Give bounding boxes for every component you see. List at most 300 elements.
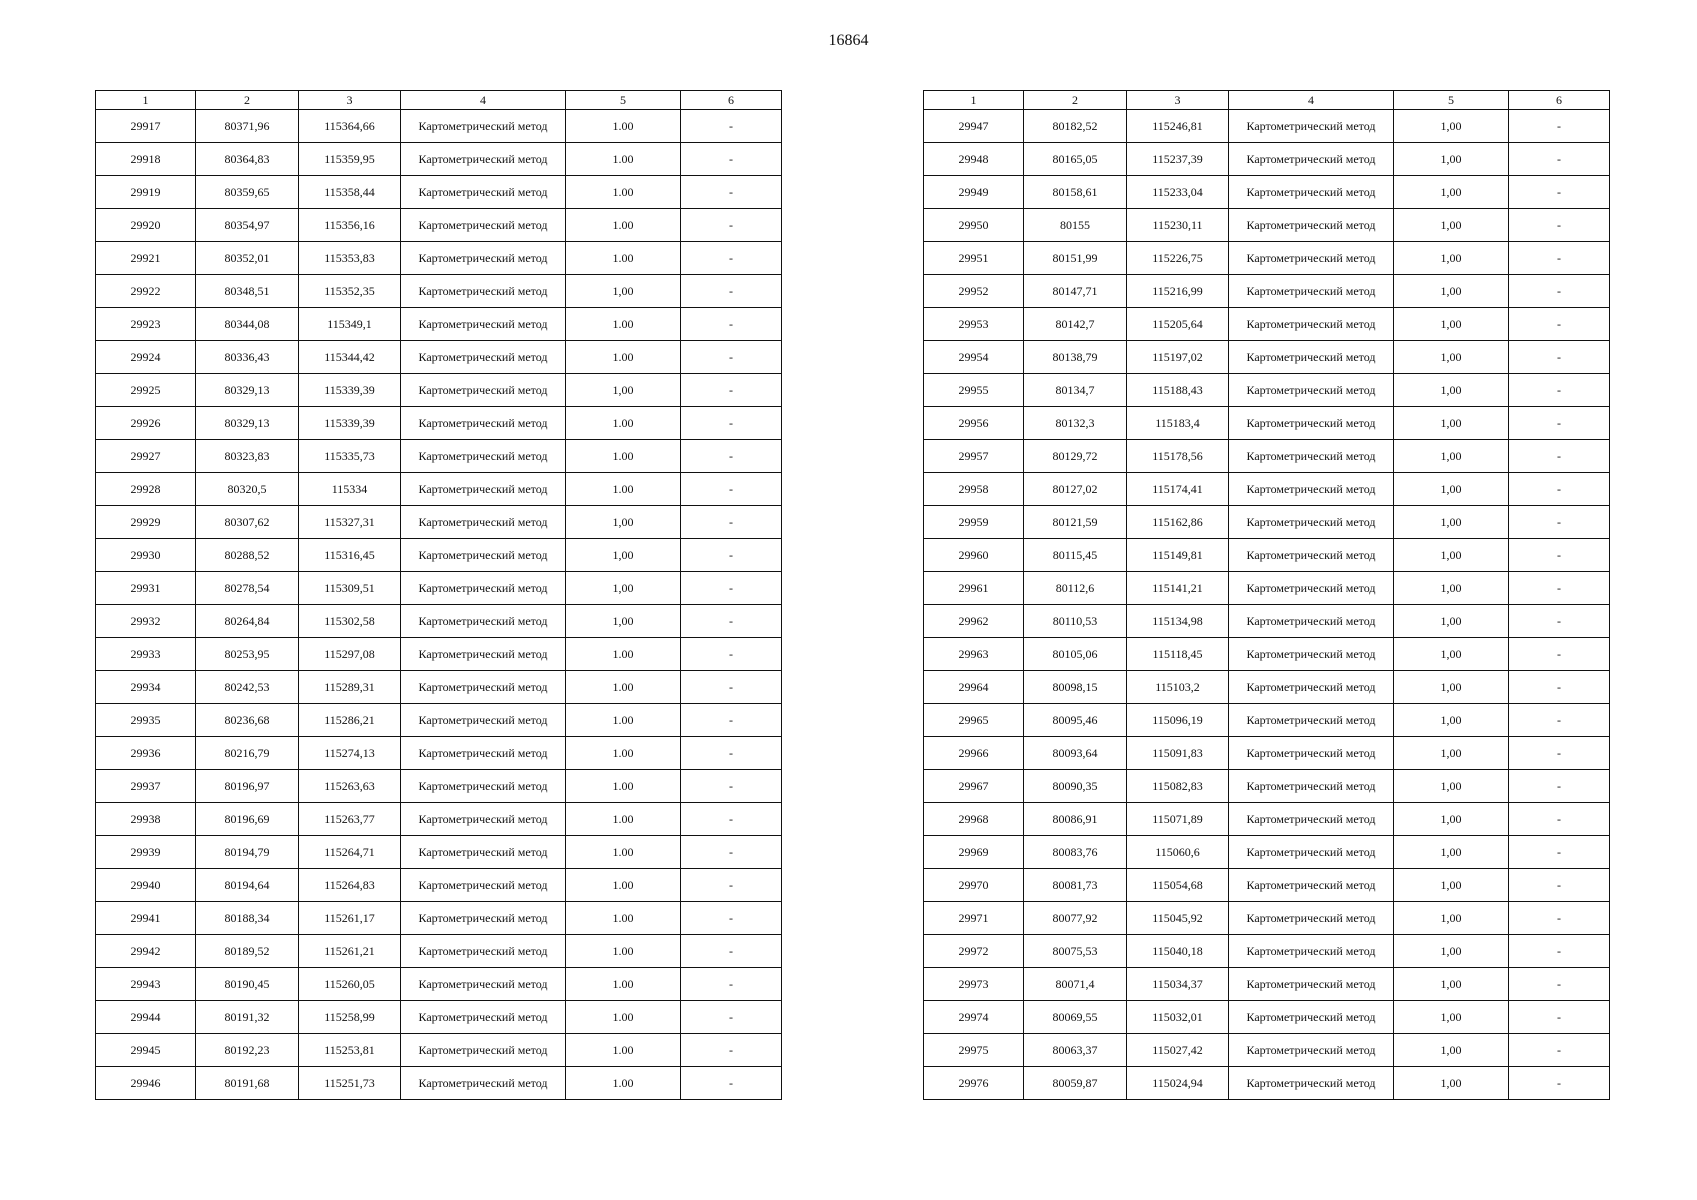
accuracy-cell: 1,00 xyxy=(1394,440,1509,473)
point-number-cell: 29950 xyxy=(924,209,1024,242)
x-coordinate-cell: 80115,45 xyxy=(1024,539,1127,572)
y-coordinate-cell: 115358,44 xyxy=(299,176,401,209)
y-coordinate-cell: 115149,81 xyxy=(1127,539,1229,572)
method-cell: Картометрический метод xyxy=(1229,176,1394,209)
point-number-cell: 29971 xyxy=(924,902,1024,935)
description-cell: - xyxy=(1509,242,1610,275)
point-number-cell: 29928 xyxy=(96,473,196,506)
table-row xyxy=(96,1034,782,1067)
point-number-cell: 29917 xyxy=(96,110,196,143)
accuracy-cell: 1,00 xyxy=(1394,737,1509,770)
method-cell: Картометрический метод xyxy=(1229,836,1394,869)
point-number-cell: 29923 xyxy=(96,308,196,341)
column-header: 5 xyxy=(566,91,681,110)
table-row xyxy=(96,704,782,737)
description-cell: - xyxy=(681,473,782,506)
point-number-cell: 29953 xyxy=(924,308,1024,341)
x-coordinate-cell: 80364,83 xyxy=(196,143,299,176)
point-number-cell: 29934 xyxy=(96,671,196,704)
description-cell: - xyxy=(1509,440,1610,473)
description-cell: - xyxy=(681,1067,782,1100)
description-cell: - xyxy=(681,275,782,308)
x-coordinate-cell: 80189,52 xyxy=(196,935,299,968)
method-cell: Картометрический метод xyxy=(1229,1001,1394,1034)
y-coordinate-cell: 115027,42 xyxy=(1127,1034,1229,1067)
description-cell: - xyxy=(1509,737,1610,770)
accuracy-cell: 1,00 xyxy=(1394,110,1509,143)
method-cell: Картометрический метод xyxy=(1229,374,1394,407)
table-row xyxy=(924,341,1610,374)
method-cell: Картометрический метод xyxy=(401,506,566,539)
point-number-cell: 29955 xyxy=(924,374,1024,407)
description-cell: - xyxy=(681,902,782,935)
column-header: 4 xyxy=(401,91,566,110)
method-cell: Картометрический метод xyxy=(1229,935,1394,968)
x-coordinate-cell: 80288,52 xyxy=(196,539,299,572)
table-row xyxy=(924,539,1610,572)
x-coordinate-cell: 80165,05 xyxy=(1024,143,1127,176)
x-coordinate-cell: 80344,08 xyxy=(196,308,299,341)
point-number-cell: 29963 xyxy=(924,638,1024,671)
method-cell: Картометрический метод xyxy=(401,605,566,638)
x-coordinate-cell: 80194,64 xyxy=(196,869,299,902)
table-row xyxy=(96,1067,782,1100)
description-cell: - xyxy=(681,341,782,374)
accuracy-cell: 1,00 xyxy=(1394,605,1509,638)
accuracy-cell: 1.00 xyxy=(566,110,681,143)
method-cell: Картометрический метод xyxy=(1229,902,1394,935)
table-row xyxy=(96,473,782,506)
point-number-cell: 29938 xyxy=(96,803,196,836)
point-number-cell: 29932 xyxy=(96,605,196,638)
method-cell: Картометрический метод xyxy=(1229,242,1394,275)
table-row xyxy=(96,836,782,869)
y-coordinate-cell: 115233,04 xyxy=(1127,176,1229,209)
accuracy-cell: 1.00 xyxy=(566,836,681,869)
x-coordinate-cell: 80354,97 xyxy=(196,209,299,242)
point-number-cell: 29947 xyxy=(924,110,1024,143)
x-coordinate-cell: 80075,53 xyxy=(1024,935,1127,968)
point-number-cell: 29975 xyxy=(924,1034,1024,1067)
x-coordinate-cell: 80063,37 xyxy=(1024,1034,1127,1067)
method-cell: Картометрический метод xyxy=(1229,506,1394,539)
column-header: 3 xyxy=(1127,91,1229,110)
accuracy-cell: 1,00 xyxy=(1394,1067,1509,1100)
method-cell: Картометрический метод xyxy=(401,176,566,209)
x-coordinate-cell: 80083,76 xyxy=(1024,836,1127,869)
x-coordinate-cell: 80278,54 xyxy=(196,572,299,605)
accuracy-cell: 1,00 xyxy=(566,374,681,407)
table-row xyxy=(96,770,782,803)
y-coordinate-cell: 115205,64 xyxy=(1127,308,1229,341)
table-row xyxy=(96,407,782,440)
table-row xyxy=(96,440,782,473)
description-cell: - xyxy=(681,440,782,473)
column-header: 6 xyxy=(681,91,782,110)
x-coordinate-cell: 80071,4 xyxy=(1024,968,1127,1001)
y-coordinate-cell: 115264,71 xyxy=(299,836,401,869)
x-coordinate-cell: 80059,87 xyxy=(1024,1067,1127,1100)
method-cell: Картометрический метод xyxy=(1229,638,1394,671)
table-row xyxy=(924,968,1610,1001)
x-coordinate-cell: 80190,45 xyxy=(196,968,299,1001)
method-cell: Картометрический метод xyxy=(401,1034,566,1067)
description-cell: - xyxy=(681,638,782,671)
y-coordinate-cell: 115034,37 xyxy=(1127,968,1229,1001)
table-row xyxy=(924,176,1610,209)
point-number-cell: 29933 xyxy=(96,638,196,671)
point-number-cell: 29941 xyxy=(96,902,196,935)
y-coordinate-cell: 115263,63 xyxy=(299,770,401,803)
description-cell: - xyxy=(1509,605,1610,638)
method-cell: Картометрический метод xyxy=(1229,671,1394,704)
method-cell: Картометрический метод xyxy=(1229,341,1394,374)
description-cell: - xyxy=(1509,836,1610,869)
point-number-cell: 29960 xyxy=(924,539,1024,572)
x-coordinate-cell: 80151,99 xyxy=(1024,242,1127,275)
y-coordinate-cell: 115054,68 xyxy=(1127,869,1229,902)
point-number-cell: 29949 xyxy=(924,176,1024,209)
table-row xyxy=(924,671,1610,704)
point-number-cell: 29922 xyxy=(96,275,196,308)
accuracy-cell: 1,00 xyxy=(1394,638,1509,671)
point-number-cell: 29940 xyxy=(96,869,196,902)
x-coordinate-cell: 80264,84 xyxy=(196,605,299,638)
y-coordinate-cell: 115188,43 xyxy=(1127,374,1229,407)
table-row xyxy=(96,803,782,836)
accuracy-cell: 1,00 xyxy=(566,275,681,308)
point-number-cell: 29936 xyxy=(96,737,196,770)
table-row xyxy=(96,902,782,935)
y-coordinate-cell: 115162,86 xyxy=(1127,506,1229,539)
x-coordinate-cell: 80352,01 xyxy=(196,242,299,275)
x-coordinate-cell: 80336,43 xyxy=(196,341,299,374)
method-cell: Картометрический метод xyxy=(401,869,566,902)
point-number-cell: 29931 xyxy=(96,572,196,605)
x-coordinate-cell: 80147,71 xyxy=(1024,275,1127,308)
accuracy-cell: 1,00 xyxy=(1394,1034,1509,1067)
method-cell: Картометрический метод xyxy=(401,737,566,770)
method-cell: Картометрический метод xyxy=(1229,1034,1394,1067)
table-row xyxy=(96,968,782,1001)
point-number-cell: 29961 xyxy=(924,572,1024,605)
header-row xyxy=(96,91,782,110)
point-number-cell: 29959 xyxy=(924,506,1024,539)
description-cell: - xyxy=(1509,671,1610,704)
table-row xyxy=(96,935,782,968)
y-coordinate-cell: 115045,92 xyxy=(1127,902,1229,935)
description-cell: - xyxy=(1509,275,1610,308)
method-cell: Картометрический метод xyxy=(1229,572,1394,605)
y-coordinate-cell: 115096,19 xyxy=(1127,704,1229,737)
method-cell: Картометрический метод xyxy=(401,539,566,572)
description-cell: - xyxy=(1509,869,1610,902)
description-cell: - xyxy=(1509,209,1610,242)
header-row xyxy=(924,91,1610,110)
y-coordinate-cell: 115339,39 xyxy=(299,407,401,440)
x-coordinate-cell: 80086,91 xyxy=(1024,803,1127,836)
table-body xyxy=(924,110,1610,1100)
table-row xyxy=(924,572,1610,605)
y-coordinate-cell: 115032,01 xyxy=(1127,1001,1229,1034)
table-row xyxy=(924,275,1610,308)
column-header: 2 xyxy=(196,91,299,110)
method-cell: Картометрический метод xyxy=(401,242,566,275)
method-cell: Картометрический метод xyxy=(401,209,566,242)
table-row xyxy=(924,1067,1610,1100)
point-number-cell: 29918 xyxy=(96,143,196,176)
x-coordinate-cell: 80142,7 xyxy=(1024,308,1127,341)
y-coordinate-cell: 115289,31 xyxy=(299,671,401,704)
description-cell: - xyxy=(1509,902,1610,935)
accuracy-cell: 1,00 xyxy=(1394,1001,1509,1034)
x-coordinate-cell: 80307,62 xyxy=(196,506,299,539)
accuracy-cell: 1.00 xyxy=(566,407,681,440)
point-number-cell: 29939 xyxy=(96,836,196,869)
description-cell: - xyxy=(1509,935,1610,968)
y-coordinate-cell: 115263,77 xyxy=(299,803,401,836)
table-row xyxy=(924,1034,1610,1067)
description-cell: - xyxy=(1509,407,1610,440)
y-coordinate-cell: 115359,95 xyxy=(299,143,401,176)
table-row xyxy=(96,671,782,704)
table-row xyxy=(924,737,1610,770)
description-cell: - xyxy=(681,770,782,803)
accuracy-cell: 1,00 xyxy=(566,506,681,539)
accuracy-cell: 1,00 xyxy=(1394,407,1509,440)
x-coordinate-cell: 80129,72 xyxy=(1024,440,1127,473)
method-cell: Картометрический метод xyxy=(401,308,566,341)
table-row xyxy=(96,110,782,143)
point-number-cell: 29946 xyxy=(96,1067,196,1100)
y-coordinate-cell: 115103,2 xyxy=(1127,671,1229,704)
point-number-cell: 29925 xyxy=(96,374,196,407)
table-row xyxy=(924,110,1610,143)
table-row xyxy=(96,572,782,605)
accuracy-cell: 1.00 xyxy=(566,902,681,935)
column-header: 5 xyxy=(1394,91,1509,110)
description-cell: - xyxy=(681,506,782,539)
x-coordinate-cell: 80216,79 xyxy=(196,737,299,770)
accuracy-cell: 1.00 xyxy=(566,869,681,902)
method-cell: Картометрический метод xyxy=(1229,407,1394,440)
column-header: 6 xyxy=(1509,91,1610,110)
method-cell: Картометрический метод xyxy=(401,341,566,374)
method-cell: Картометрический метод xyxy=(1229,869,1394,902)
x-coordinate-cell: 80138,79 xyxy=(1024,341,1127,374)
y-coordinate-cell: 115178,56 xyxy=(1127,440,1229,473)
description-cell: - xyxy=(681,242,782,275)
table-row xyxy=(924,803,1610,836)
column-header: 4 xyxy=(1229,91,1394,110)
y-coordinate-cell: 115327,31 xyxy=(299,506,401,539)
point-number-cell: 29962 xyxy=(924,605,1024,638)
y-coordinate-cell: 115174,41 xyxy=(1127,473,1229,506)
method-cell: Картометрический метод xyxy=(1229,209,1394,242)
description-cell: - xyxy=(1509,539,1610,572)
accuracy-cell: 1.00 xyxy=(566,143,681,176)
accuracy-cell: 1,00 xyxy=(1394,539,1509,572)
point-number-cell: 29948 xyxy=(924,143,1024,176)
description-cell: - xyxy=(1509,308,1610,341)
accuracy-cell: 1.00 xyxy=(566,308,681,341)
y-coordinate-cell: 115216,99 xyxy=(1127,275,1229,308)
description-cell: - xyxy=(681,968,782,1001)
y-coordinate-cell: 115260,05 xyxy=(299,968,401,1001)
description-cell: - xyxy=(681,704,782,737)
x-coordinate-cell: 80134,7 xyxy=(1024,374,1127,407)
y-coordinate-cell: 115230,11 xyxy=(1127,209,1229,242)
accuracy-cell: 1.00 xyxy=(566,704,681,737)
description-cell: - xyxy=(681,836,782,869)
table-row xyxy=(924,605,1610,638)
description-cell: - xyxy=(1509,1034,1610,1067)
accuracy-cell: 1,00 xyxy=(1394,935,1509,968)
y-coordinate-cell: 115335,73 xyxy=(299,440,401,473)
point-number-cell: 29970 xyxy=(924,869,1024,902)
y-coordinate-cell: 115353,83 xyxy=(299,242,401,275)
table-row xyxy=(924,902,1610,935)
point-number-cell: 29954 xyxy=(924,341,1024,374)
x-coordinate-cell: 80098,15 xyxy=(1024,671,1127,704)
table-row xyxy=(96,176,782,209)
y-coordinate-cell: 115246,81 xyxy=(1127,110,1229,143)
description-cell: - xyxy=(681,572,782,605)
method-cell: Картометрический метод xyxy=(401,440,566,473)
table-row xyxy=(96,737,782,770)
x-coordinate-cell: 80188,34 xyxy=(196,902,299,935)
accuracy-cell: 1,00 xyxy=(1394,374,1509,407)
description-cell: - xyxy=(681,803,782,836)
method-cell: Картометрический метод xyxy=(1229,539,1394,572)
x-coordinate-cell: 80348,51 xyxy=(196,275,299,308)
description-cell: - xyxy=(681,143,782,176)
description-cell: - xyxy=(1509,176,1610,209)
y-coordinate-cell: 115141,21 xyxy=(1127,572,1229,605)
point-number-cell: 29930 xyxy=(96,539,196,572)
method-cell: Картометрический метод xyxy=(401,1067,566,1100)
table-row xyxy=(924,869,1610,902)
x-coordinate-cell: 80371,96 xyxy=(196,110,299,143)
point-number-cell: 29927 xyxy=(96,440,196,473)
method-cell: Картометрический метод xyxy=(401,638,566,671)
method-cell: Картометрический метод xyxy=(401,275,566,308)
description-cell: - xyxy=(1509,473,1610,506)
method-cell: Картометрический метод xyxy=(1229,968,1394,1001)
point-number-cell: 29929 xyxy=(96,506,196,539)
table-row xyxy=(924,704,1610,737)
method-cell: Картометрический метод xyxy=(1229,605,1394,638)
method-cell: Картометрический метод xyxy=(1229,737,1394,770)
point-number-cell: 29919 xyxy=(96,176,196,209)
y-coordinate-cell: 115297,08 xyxy=(299,638,401,671)
x-coordinate-cell: 80191,68 xyxy=(196,1067,299,1100)
point-number-cell: 29943 xyxy=(96,968,196,1001)
table-row xyxy=(924,836,1610,869)
method-cell: Картометрический метод xyxy=(401,968,566,1001)
table-row xyxy=(96,275,782,308)
y-coordinate-cell: 115309,51 xyxy=(299,572,401,605)
point-number-cell: 29964 xyxy=(924,671,1024,704)
accuracy-cell: 1,00 xyxy=(1394,341,1509,374)
y-coordinate-cell: 115334 xyxy=(299,473,401,506)
y-coordinate-cell: 115349,1 xyxy=(299,308,401,341)
method-cell: Картометрический метод xyxy=(401,902,566,935)
point-number-cell: 29921 xyxy=(96,242,196,275)
method-cell: Картометрический метод xyxy=(401,572,566,605)
accuracy-cell: 1,00 xyxy=(1394,671,1509,704)
x-coordinate-cell: 80069,55 xyxy=(1024,1001,1127,1034)
x-coordinate-cell: 80320,5 xyxy=(196,473,299,506)
method-cell: Картометрический метод xyxy=(1229,110,1394,143)
accuracy-cell: 1.00 xyxy=(566,803,681,836)
method-cell: Картометрический метод xyxy=(401,770,566,803)
y-coordinate-cell: 115253,81 xyxy=(299,1034,401,1067)
table-row xyxy=(924,1001,1610,1034)
point-number-cell: 29972 xyxy=(924,935,1024,968)
point-number-cell: 29956 xyxy=(924,407,1024,440)
table-row xyxy=(924,407,1610,440)
description-cell: - xyxy=(1509,374,1610,407)
x-coordinate-cell: 80121,59 xyxy=(1024,506,1127,539)
accuracy-cell: 1,00 xyxy=(1394,473,1509,506)
table-row xyxy=(96,506,782,539)
table-row xyxy=(924,770,1610,803)
accuracy-cell: 1.00 xyxy=(566,209,681,242)
page-number: 16864 xyxy=(828,32,869,49)
x-coordinate-cell: 80112,6 xyxy=(1024,572,1127,605)
y-coordinate-cell: 115261,17 xyxy=(299,902,401,935)
y-coordinate-cell: 115264,83 xyxy=(299,869,401,902)
description-cell: - xyxy=(1509,110,1610,143)
description-cell: - xyxy=(681,935,782,968)
method-cell: Картометрический метод xyxy=(401,473,566,506)
description-cell: - xyxy=(681,176,782,209)
y-coordinate-cell: 115134,98 xyxy=(1127,605,1229,638)
description-cell: - xyxy=(1509,506,1610,539)
y-coordinate-cell: 115082,83 xyxy=(1127,770,1229,803)
y-coordinate-cell: 115274,13 xyxy=(299,737,401,770)
y-coordinate-cell: 115071,89 xyxy=(1127,803,1229,836)
description-cell: - xyxy=(1509,1067,1610,1100)
x-coordinate-cell: 80132,3 xyxy=(1024,407,1127,440)
column-header: 1 xyxy=(924,91,1024,110)
x-coordinate-cell: 80105,06 xyxy=(1024,638,1127,671)
point-number-cell: 29945 xyxy=(96,1034,196,1067)
y-coordinate-cell: 115356,16 xyxy=(299,209,401,242)
point-number-cell: 29935 xyxy=(96,704,196,737)
accuracy-cell: 1,00 xyxy=(1394,902,1509,935)
description-cell: - xyxy=(681,671,782,704)
x-coordinate-cell: 80329,13 xyxy=(196,407,299,440)
y-coordinate-cell: 115226,75 xyxy=(1127,242,1229,275)
point-number-cell: 29958 xyxy=(924,473,1024,506)
point-number-cell: 29957 xyxy=(924,440,1024,473)
y-coordinate-cell: 115339,39 xyxy=(299,374,401,407)
accuracy-cell: 1,00 xyxy=(1394,572,1509,605)
table-row xyxy=(924,473,1610,506)
x-coordinate-cell: 80191,32 xyxy=(196,1001,299,1034)
table-row xyxy=(96,374,782,407)
y-coordinate-cell: 115251,73 xyxy=(299,1067,401,1100)
description-cell: - xyxy=(681,539,782,572)
y-coordinate-cell: 115060,6 xyxy=(1127,836,1229,869)
table-body xyxy=(96,110,782,1100)
method-cell: Картометрический метод xyxy=(401,704,566,737)
point-number-cell: 29944 xyxy=(96,1001,196,1034)
table-row xyxy=(924,242,1610,275)
x-coordinate-cell: 80194,79 xyxy=(196,836,299,869)
